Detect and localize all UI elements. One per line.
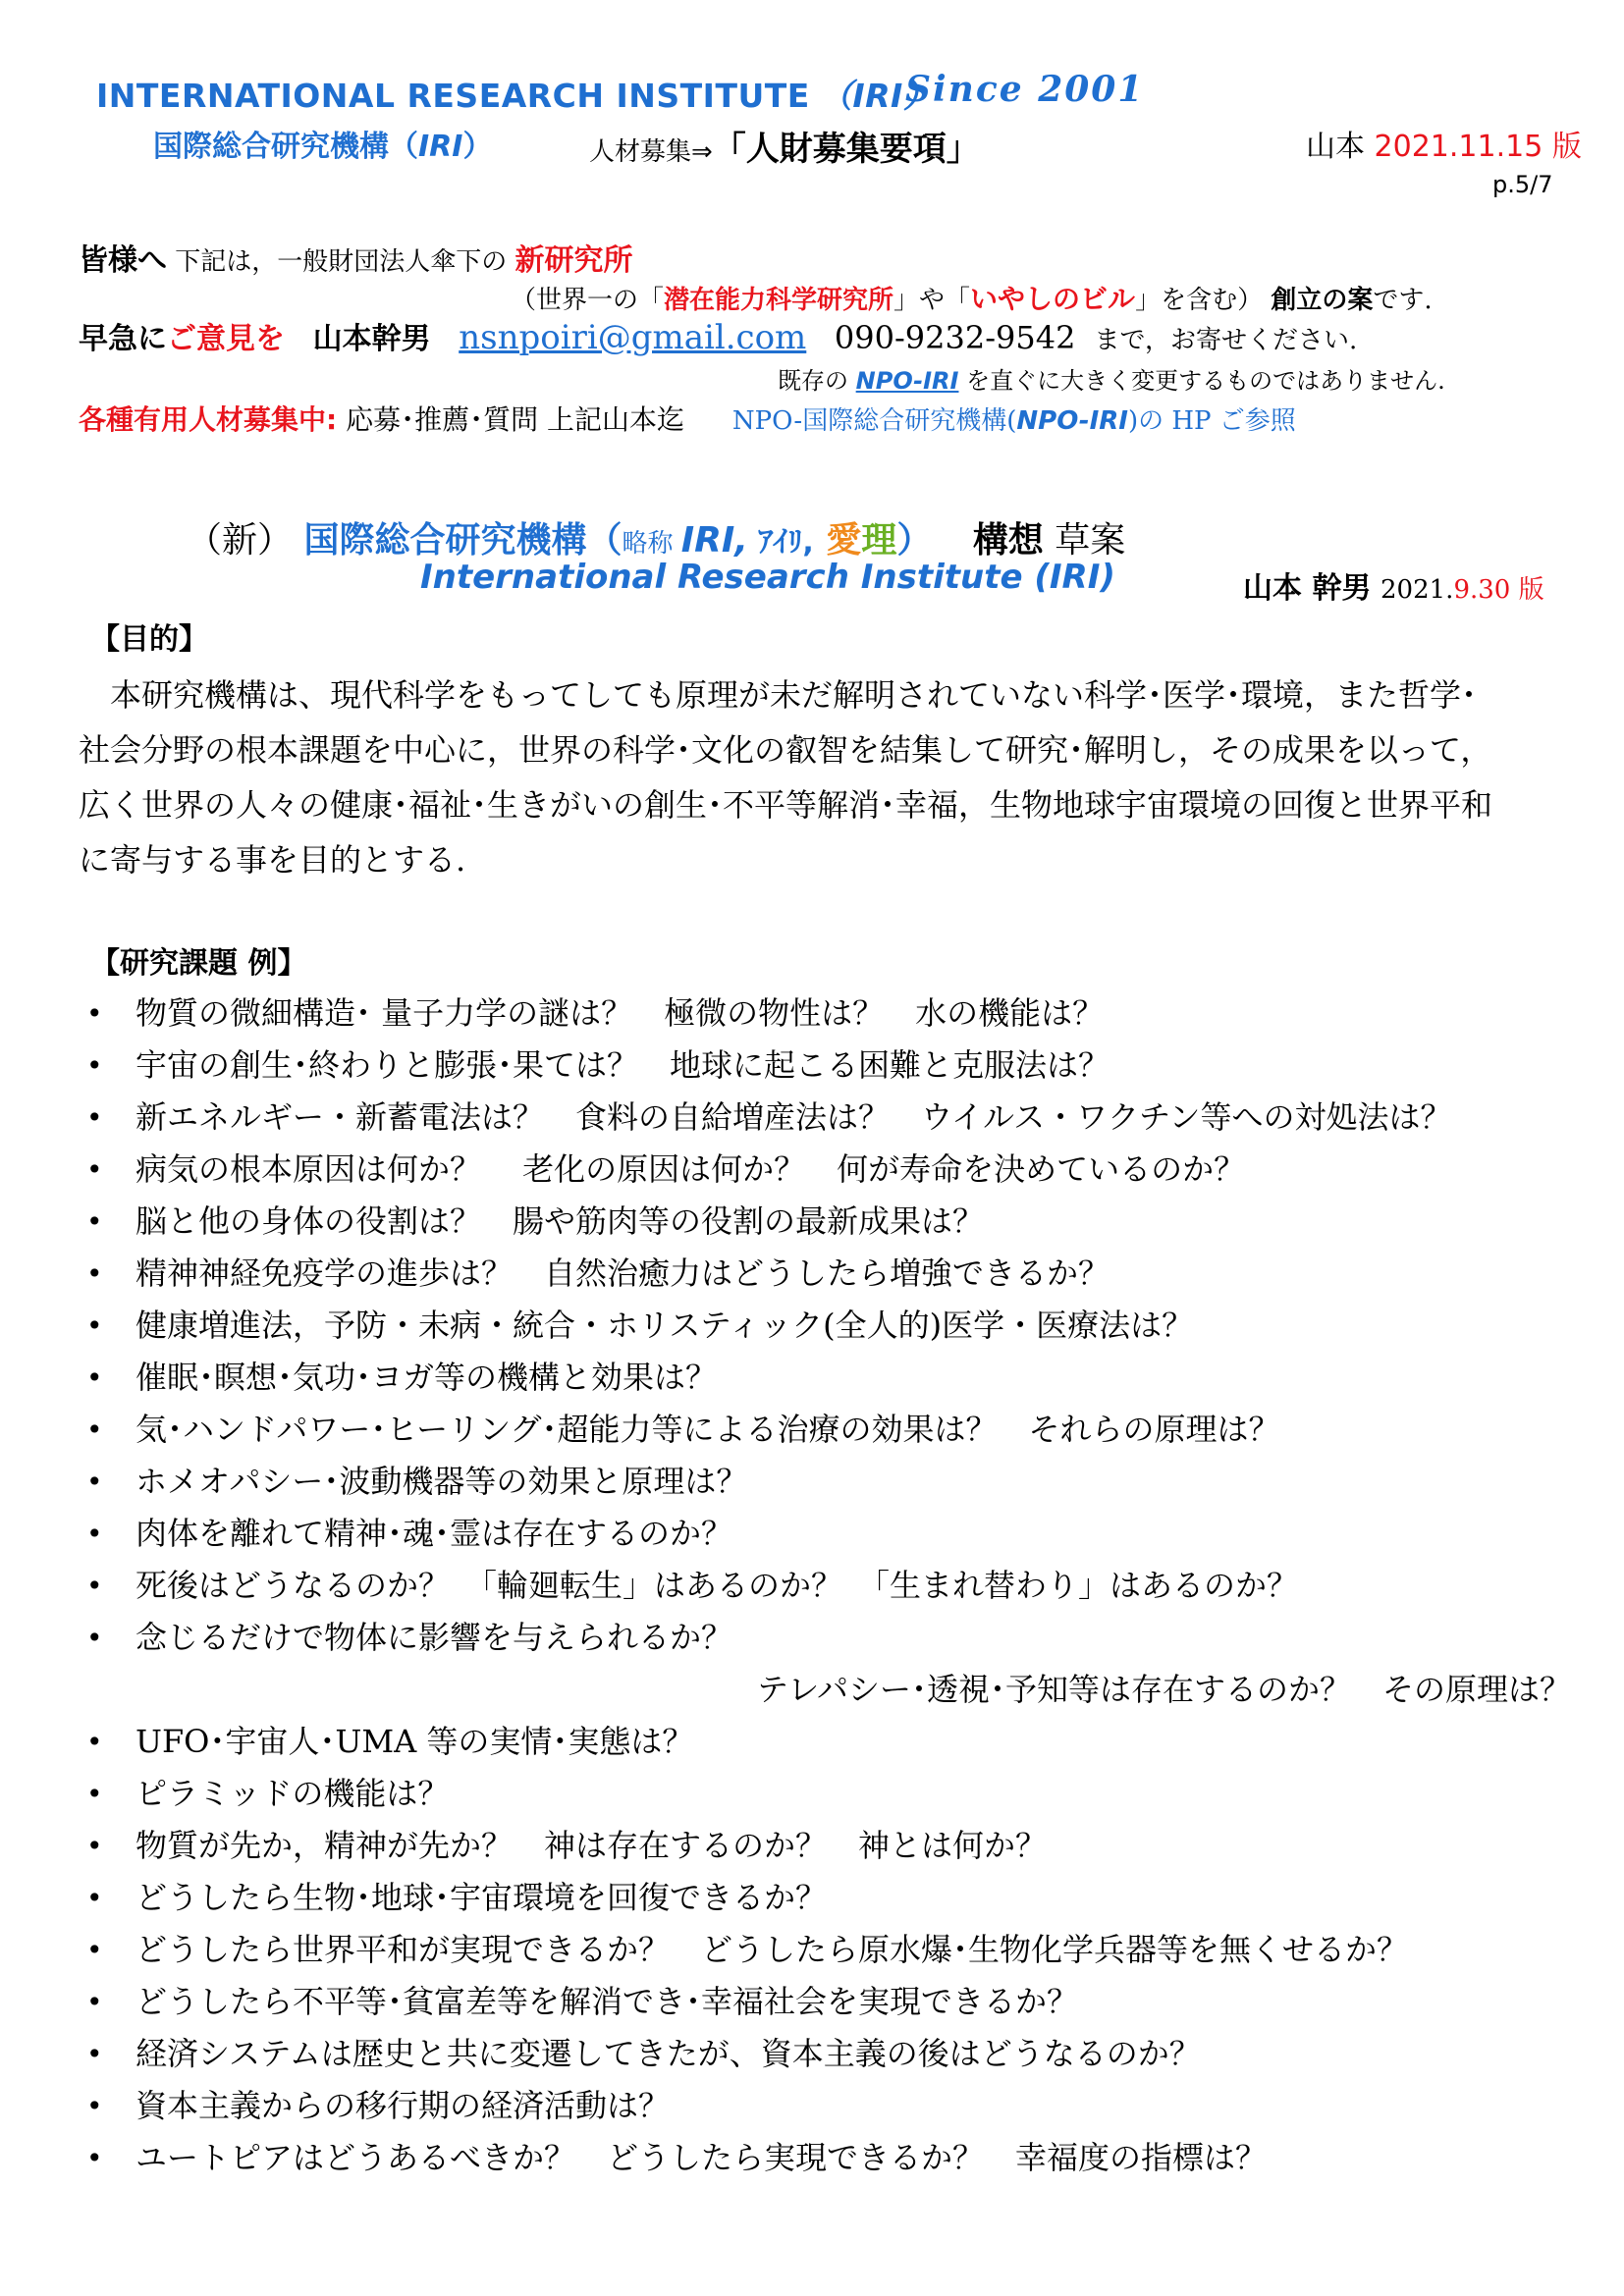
bullet-icon: • bbox=[86, 1570, 103, 1602]
topic-text: 経済システムは歴史と共に変遷してきたが、資本主義の後はどうなるのか？ bbox=[135, 2035, 1201, 2072]
recruit-prefix: 人材募集⇒ bbox=[589, 137, 713, 167]
notice-end: です. bbox=[1373, 286, 1433, 315]
topic-text: 健康増進法，予防・未病・統合・ホリスティック(全人的)医学・医療法は？ bbox=[135, 1307, 1194, 1344]
title-abbr-label: 略称 bbox=[622, 529, 681, 559]
bullet-icon: • bbox=[86, 1518, 103, 1550]
bullet-icon: • bbox=[86, 2038, 103, 2070]
purpose-paragraph bbox=[79, 667, 1551, 887]
title-author-date bbox=[1243, 563, 1544, 607]
list-item bbox=[79, 988, 1571, 1040]
list-item bbox=[79, 1300, 1571, 1352]
purpose-line: 本研究機構は、現代科学をもってしても原理が未だ解明されていない科学･医学･環境，また哲学･ bbox=[79, 676, 1478, 714]
recruiting-text: 応募･推薦･質問 上記山本迄 bbox=[337, 403, 685, 436]
bullet-icon: • bbox=[86, 1153, 103, 1186]
existing-prefix: 既存の bbox=[778, 367, 856, 395]
title-date-year: 2021. bbox=[1380, 575, 1454, 605]
bullet-icon: • bbox=[86, 1101, 103, 1134]
org-name-japanese bbox=[153, 122, 492, 165]
bullet-icon: • bbox=[86, 1414, 103, 1446]
org-name-english bbox=[96, 71, 946, 117]
healing-building: いやしのビル bbox=[970, 283, 1136, 315]
bullet-icon: • bbox=[86, 1362, 103, 1394]
list-item bbox=[79, 1508, 1571, 1560]
topic-text: UFO･宇宙人･UMA 等の実情･実態は？ bbox=[135, 1723, 694, 1760]
topic-text: ユートピアはどうあるべきか？ どうしたら実現できるか？ 幸福度の指標は？ bbox=[135, 2139, 1268, 2176]
topic-text: 物質の微細構造･ 量子力学の謎は？ 極微の物性は？ 水の機能は？ bbox=[135, 994, 1105, 1032]
topics-heading: 【研究課題 例】 bbox=[90, 946, 307, 981]
list-item bbox=[79, 1040, 1571, 1092]
topic-text: テレパシー･透視･予知等は存在するのか？ その原理は？ bbox=[756, 1671, 1571, 1708]
bullet-icon: • bbox=[86, 1466, 103, 1498]
npo-homepage-link[interactable] bbox=[732, 406, 1296, 436]
bullet-icon: • bbox=[86, 2090, 103, 2122]
topic-text: 資本主義からの移行期の経済活動は？ bbox=[135, 2087, 671, 2124]
list-item bbox=[79, 1404, 1571, 1456]
topic-text: 脳と他の身体の役割は？ 腸や筋肉等の役割の最新成果は？ bbox=[135, 1202, 985, 1240]
title-english: International Research Institute (IRI) bbox=[420, 558, 1115, 597]
new-institute: 新研究所 bbox=[514, 243, 633, 278]
list-item bbox=[79, 1820, 1571, 1872]
homepage-link-text: NPO-国際総合研究機構( bbox=[731, 406, 1017, 436]
notice-request: まで，お寄せください. bbox=[1094, 326, 1358, 355]
title-abbr-open: （ bbox=[586, 520, 623, 561]
purpose-line: 社会分野の根本課題を中心に，世界の科学･文化の叡智を結集して研究･解明し，その成果を以って， bbox=[79, 731, 1492, 769]
title-draft: 草案 bbox=[1043, 520, 1126, 561]
bullet-icon: • bbox=[86, 1309, 103, 1342]
homepage-link-end: )の HP ご参照 bbox=[1127, 406, 1296, 436]
topic-text: 催眠･瞑想･気功･ヨガ等の機構と効果は？ bbox=[135, 1359, 718, 1396]
bullet-icon: • bbox=[86, 2142, 103, 2174]
potential-lab: 潜在能力科学研究所 bbox=[664, 286, 894, 315]
homepage-link-npo: NPO-IRI bbox=[1016, 406, 1128, 436]
recruiting-label: 各種有用人材募集中: bbox=[79, 403, 338, 436]
topic-text: 物質が先か，精神が先か？ 神は存在するのか？ 神とは何か？ bbox=[135, 1827, 1048, 1864]
notice-line-1 bbox=[79, 236, 633, 279]
topic-text: 死後はどうなるのか？ 「輪廻転生」はあるのか？ 「生まれ替わり」はあるのか？ bbox=[135, 1567, 1299, 1604]
topic-text: 精神神経免疫学の進歩は？ 自然治癒力はどうしたら増強できるか？ bbox=[135, 1255, 1110, 1292]
list-item bbox=[79, 1456, 1571, 1508]
topic-text: 念じるだけで物体に影響を与えられるか？ bbox=[135, 1619, 733, 1656]
list-item bbox=[79, 1976, 1571, 2028]
topic-text: どうしたら不平等･貧富差等を解消でき･幸福社会を実現できるか？ bbox=[135, 1983, 1079, 2020]
list-item bbox=[79, 1560, 1571, 1612]
notice-close: 」を含む） bbox=[1135, 286, 1264, 315]
topic-text: 気･ハンドパワー･ヒーリング･超能力等による治療の効果は？ それらの原理は？ bbox=[135, 1411, 1280, 1448]
greeting: 皆様へ bbox=[79, 243, 167, 278]
notice-text-1: 下記は，一般財団法人傘下の bbox=[167, 247, 515, 277]
list-item bbox=[79, 1872, 1571, 1924]
list-item-continuation bbox=[79, 1664, 1571, 1716]
existing-note: を直ぐに大きく変更するものではありません. bbox=[958, 367, 1445, 395]
org-name-en-text: INTERNATIONAL RESEARCH INSTITUTE bbox=[96, 77, 810, 115]
topic-text: どうしたら世界平和が実現できるか？ どうしたら原水爆･生物化学兵器等を無くせるか？ bbox=[135, 1931, 1409, 1968]
list-item bbox=[79, 1716, 1571, 1768]
notice-line-5 bbox=[79, 399, 1296, 438]
contact-name: 山本幹男 bbox=[312, 322, 431, 356]
list-item bbox=[79, 1196, 1571, 1248]
title-abbr-iri: IRI, bbox=[680, 520, 748, 561]
version-label bbox=[1306, 122, 1582, 165]
title-abbr-ai: 愛 bbox=[813, 520, 862, 561]
title-abbr-ri: 理 bbox=[861, 520, 897, 561]
topic-text: 宇宙の創生･終わりと膨張･果ては？ 地球に起こる困難と克服法は？ bbox=[135, 1046, 1110, 1084]
bullet-icon: • bbox=[86, 1882, 103, 1914]
list-item bbox=[79, 1144, 1571, 1196]
version-date: 2021.11.15 版 bbox=[1374, 130, 1582, 164]
title-date-suffix: 版 bbox=[1510, 575, 1544, 605]
bullet-icon: • bbox=[86, 1205, 103, 1238]
topic-text: ホメオパシー･波動機器等の効果と原理は？ bbox=[135, 1463, 748, 1500]
npo-iri-link[interactable]: NPO-IRI bbox=[855, 367, 959, 395]
opinion: ご意見を bbox=[167, 322, 285, 356]
list-item bbox=[79, 1248, 1571, 1300]
org-jp-close: ） bbox=[462, 130, 493, 164]
list-item bbox=[79, 2028, 1571, 2080]
list-item bbox=[79, 2132, 1571, 2184]
recruit-heading: 「人財募集要項」 bbox=[712, 130, 980, 169]
founding: 創立の bbox=[1271, 286, 1348, 315]
title-prefix: （新） bbox=[187, 520, 294, 561]
topic-text: 新エネルギー・新蓄電法は？ 食料の自給増産法は？ ウイルス・ワクチン等への対処法は？ bbox=[135, 1098, 1452, 1136]
phone-number: 090-9232-9542 bbox=[834, 319, 1076, 356]
bullet-icon: • bbox=[86, 1934, 103, 1966]
title-org-name: 国際総合研究機構 bbox=[303, 520, 587, 561]
list-item bbox=[79, 1768, 1571, 1820]
urgent: 早急に bbox=[79, 322, 167, 356]
notice-line-4 bbox=[778, 361, 1445, 396]
topic-text: 肉体を離れて精神･魂･霊は存在するのか？ bbox=[135, 1515, 733, 1552]
bullet-icon: • bbox=[86, 1830, 103, 1862]
list-item bbox=[79, 2080, 1571, 2132]
purpose-line: 広く世界の人々の健康･福祉･生きがいの創生･不平等解消･幸福，生物地球宇宙環境の回復と世界平和 bbox=[79, 786, 1493, 824]
title-date-day: 9.30 bbox=[1453, 575, 1511, 605]
bullet-icon: • bbox=[86, 1986, 103, 2018]
list-item bbox=[79, 1092, 1571, 1144]
title-author: 山本 幹男 bbox=[1243, 571, 1372, 606]
notice-line-2 bbox=[511, 278, 1433, 317]
org-jp-iri: IRI bbox=[418, 130, 463, 164]
topics-list bbox=[79, 988, 1571, 2184]
version-author: 山本 bbox=[1306, 130, 1375, 164]
topic-text: どうしたら生物･地球･宇宙環境を回復できるか？ bbox=[135, 1879, 828, 1916]
email-link[interactable]: nsnpoiri@gmail.com bbox=[459, 318, 807, 357]
title-concept: 構想 bbox=[972, 520, 1044, 561]
org-abbr-iri: （IRI） bbox=[819, 77, 937, 115]
proposal-title bbox=[187, 512, 1125, 562]
since-label: Since 2001 bbox=[905, 69, 1145, 110]
notice-mid: 」や「 bbox=[893, 286, 971, 315]
purpose-line: に寄与する事を目的とする. bbox=[79, 841, 466, 879]
recruit-title bbox=[589, 122, 980, 170]
title-abbr-close: ） bbox=[896, 520, 933, 561]
page-number: p.5/7 bbox=[1492, 171, 1553, 198]
bullet-icon: • bbox=[86, 1726, 103, 1758]
notice-line-3 bbox=[79, 314, 1357, 357]
bullet-icon: • bbox=[86, 1257, 103, 1290]
org-jp-text: 国際総合研究機構（ bbox=[153, 130, 418, 164]
plan: 案 bbox=[1347, 286, 1374, 315]
notice-open: （世界一の「 bbox=[511, 286, 665, 315]
topic-text: 病気の根本原因は何か？ 老化の原因は何か？ 何が寿命を決めているのか？ bbox=[135, 1150, 1246, 1188]
title-abbr-airi: ｱｲﾘ, bbox=[747, 525, 814, 560]
purpose-heading: 【目的】 bbox=[90, 622, 208, 657]
bullet-icon: • bbox=[86, 997, 103, 1030]
topic-text: ピラミッドの機能は？ bbox=[135, 1775, 450, 1812]
list-item bbox=[79, 1352, 1571, 1404]
bullet-icon: • bbox=[86, 1778, 103, 1810]
list-item bbox=[79, 1924, 1571, 1976]
bullet-icon: • bbox=[86, 1622, 103, 1654]
list-item bbox=[79, 1612, 1571, 1664]
bullet-icon: • bbox=[86, 1049, 103, 1082]
